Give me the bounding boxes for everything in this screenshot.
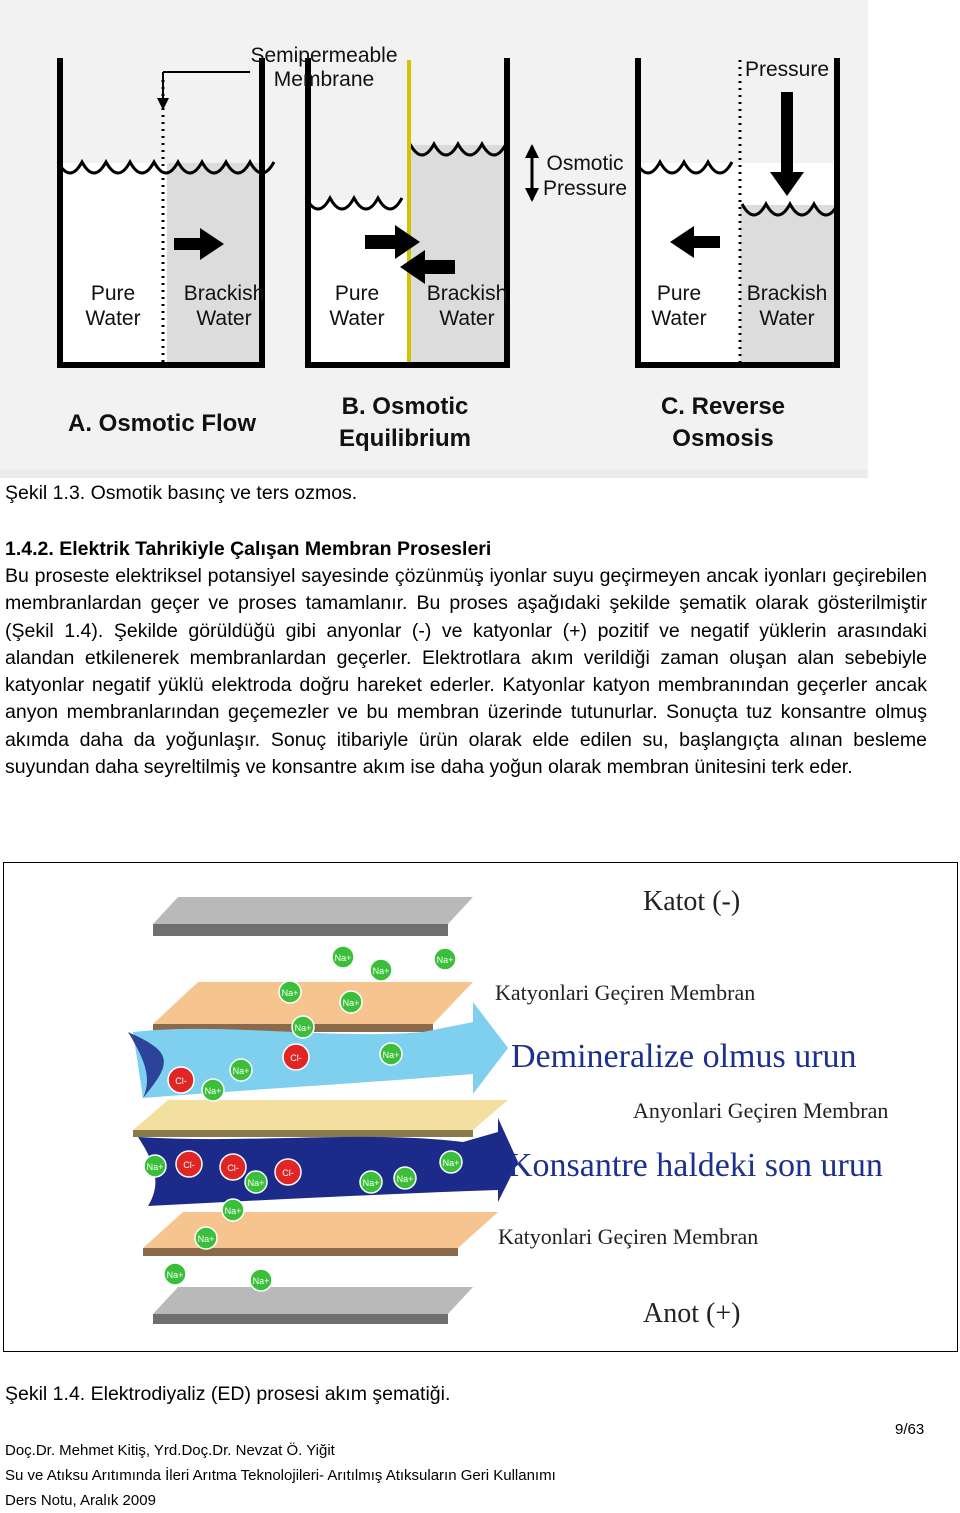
chloride-ion-label: Cl-	[227, 1163, 239, 1173]
sodium-ion	[144, 1155, 166, 1177]
sodium-ion	[434, 948, 456, 970]
sodium-ion	[202, 1079, 224, 1101]
c-brackish-label: Brackish	[746, 282, 828, 305]
footer-date: Ders Notu, Aralık 2009	[5, 1492, 156, 1509]
c-brackish-water-label: Water	[759, 307, 815, 330]
anode-plate	[153, 1287, 473, 1324]
membrane-label-2: Membrane	[273, 68, 375, 91]
sodium-ion-label: Na+	[252, 1276, 270, 1286]
sodium-ion-label: Na+	[436, 955, 454, 965]
chloride-ion	[176, 1151, 202, 1177]
sodium-ion-label: Na+	[166, 1270, 184, 1280]
sodium-ion-label: Na+	[281, 988, 299, 998]
chloride-ion	[168, 1067, 194, 1093]
pressure-label: Pressure	[744, 58, 830, 81]
a-brackish-label: Brackish	[183, 282, 265, 305]
chloride-ion	[220, 1154, 246, 1180]
chloride-ion	[275, 1159, 301, 1185]
chloride-ion-label: Cl-	[183, 1160, 195, 1170]
footer-course: Su ve Atıksu Arıtımında İleri Arıtma Teknolojileri- Arıtılmış Atıksuların Geri Kullanımı	[5, 1467, 556, 1484]
sodium-ion-label: Na+	[232, 1066, 250, 1076]
body-paragraph: Bu proseste elektriksel potansiyel sayesinde çözünmüş iyonlar suyu geçirmeyen ancak iyonları geçirebilen membranlardan geçer ve proses tamamlanır. Bu proses aşağıdaki şekilde şematik olarak gösterilmiştir (Şekil 1.4). Şekilde görüldüğü gibi anyonlar (-) ve katyonlar (+) pozitif ve negatif yüklerin arasındaki alandan etkilenerek membranlardan geçerler. Elektrotlara akım verildiği zaman oluşan alan sebebiyle katyonlar negatif yüklü elektroda doğru hareket ederler. Katyonlar katyon membranından geçerler ancak anyon membranlarından geçemezler ve bu membran üzerinde tutunurlar. Sonuçta tuz konsantre olmuş akımda daha da yoğunlaşır. Sonuç itibariyle ürün olarak elde edilen su, başlangıçta alınan besleme suyundan daha seyreltilmiş ve konsantre akım ise daha yoğun olarak membran ünitesini terk eder.	[5, 565, 927, 779]
page-number: 9/63	[895, 1421, 925, 1438]
cathode-plate	[153, 897, 473, 936]
sodium-ion-label: Na+	[334, 953, 352, 963]
anion-membrane	[133, 1100, 508, 1137]
osmotic-pressure-label-1: Osmotic	[546, 152, 624, 175]
sodium-ion	[380, 1043, 402, 1065]
sodium-ion	[250, 1269, 272, 1291]
b-water-label: Water	[329, 307, 385, 330]
sodium-ion	[370, 959, 392, 981]
chloride-ion-label: Cl-	[290, 1053, 302, 1063]
sodium-ion-label: Na+	[204, 1086, 222, 1096]
osmosis-figure	[0, 0, 868, 478]
figure2-caption: Şekil 1.4. Elektrodiyaliz (ED) prosesi akım şematiği.	[5, 1383, 451, 1405]
electrodialysis-figure	[3, 862, 958, 1352]
sodium-ion	[340, 991, 362, 1013]
sodium-ion	[222, 1199, 244, 1221]
b-pure-label: Pure	[334, 282, 380, 305]
a-pure-label: Pure	[90, 282, 136, 305]
b-brackish-label: Brackish	[426, 282, 508, 305]
sodium-ion	[245, 1171, 267, 1193]
konsantre-label: Konsantre haldeki son urun	[508, 1147, 883, 1184]
chloride-ion-label: Cl-	[282, 1168, 294, 1178]
b-brackish-water-label: Water	[439, 307, 495, 330]
c-water-label: Water	[651, 307, 707, 330]
a-title: A. Osmotic Flow	[67, 410, 257, 437]
a-brackish-water-label: Water	[196, 307, 252, 330]
membrane-label-1: Semipermeable	[250, 44, 398, 67]
c-title-2: Osmosis	[672, 425, 774, 452]
sodium-ion	[279, 981, 301, 1003]
demineralize-label: Demineralize olmus urun	[511, 1038, 857, 1075]
c-pure-label: Pure	[656, 282, 702, 305]
page-footer	[5, 1438, 556, 1513]
footer-authors: Doç.Dr. Mehmet Kitiş, Yrd.Doç.Dr. Nevzat Ö. Yiğit	[5, 1442, 335, 1459]
sodium-ion	[164, 1263, 186, 1285]
sodium-ion	[195, 1227, 217, 1249]
sodium-ion-label: Na+	[442, 1158, 460, 1168]
sodium-ion	[440, 1151, 462, 1173]
sodium-ion-label: Na+	[362, 1178, 380, 1188]
a-water-label: Water	[85, 307, 141, 330]
katyon-membran-label-2: Katyonlari Geçiren Membran	[498, 1224, 759, 1249]
b-title-2: Equilibrium	[339, 425, 471, 452]
anot-label: Anot (+)	[643, 1298, 741, 1329]
sodium-ion-label: Na+	[396, 1174, 414, 1184]
sodium-ion-label: Na+	[382, 1050, 400, 1060]
sodium-ion-label: Na+	[342, 998, 360, 1008]
katot-label: Katot (-)	[643, 886, 741, 917]
katyon-membran-label-1: Katyonlari Geçiren Membran	[495, 980, 756, 1005]
osmotic-pressure-label-2: Pressure	[542, 177, 628, 200]
chloride-ion-label: Cl-	[175, 1076, 187, 1086]
sodium-ion	[292, 1016, 314, 1038]
sodium-ion-label: Na+	[197, 1234, 215, 1244]
section-heading: 1.4.2. Elektrik Tahrikiyle Çalışan Membran Prosesleri	[5, 538, 492, 560]
sodium-ion	[394, 1167, 416, 1189]
sodium-ion-label: Na+	[247, 1178, 265, 1188]
figure1-caption: Şekil 1.3. Osmotik basınç ve ters ozmos.	[5, 482, 358, 504]
sodium-ion-label: Na+	[372, 966, 390, 976]
chloride-ion	[283, 1044, 309, 1070]
sodium-ion	[332, 946, 354, 968]
sodium-ion	[360, 1171, 382, 1193]
sodium-ion-label: Na+	[146, 1162, 164, 1172]
sodium-ion	[230, 1059, 252, 1081]
c-title-1: C. Reverse	[660, 393, 786, 420]
sodium-ion-label: Na+	[294, 1023, 312, 1033]
b-title-1: B. Osmotic	[341, 393, 469, 420]
anyon-membran-label: Anyonlari Geçiren Membran	[633, 1098, 889, 1123]
sodium-ion-label: Na+	[224, 1206, 242, 1216]
